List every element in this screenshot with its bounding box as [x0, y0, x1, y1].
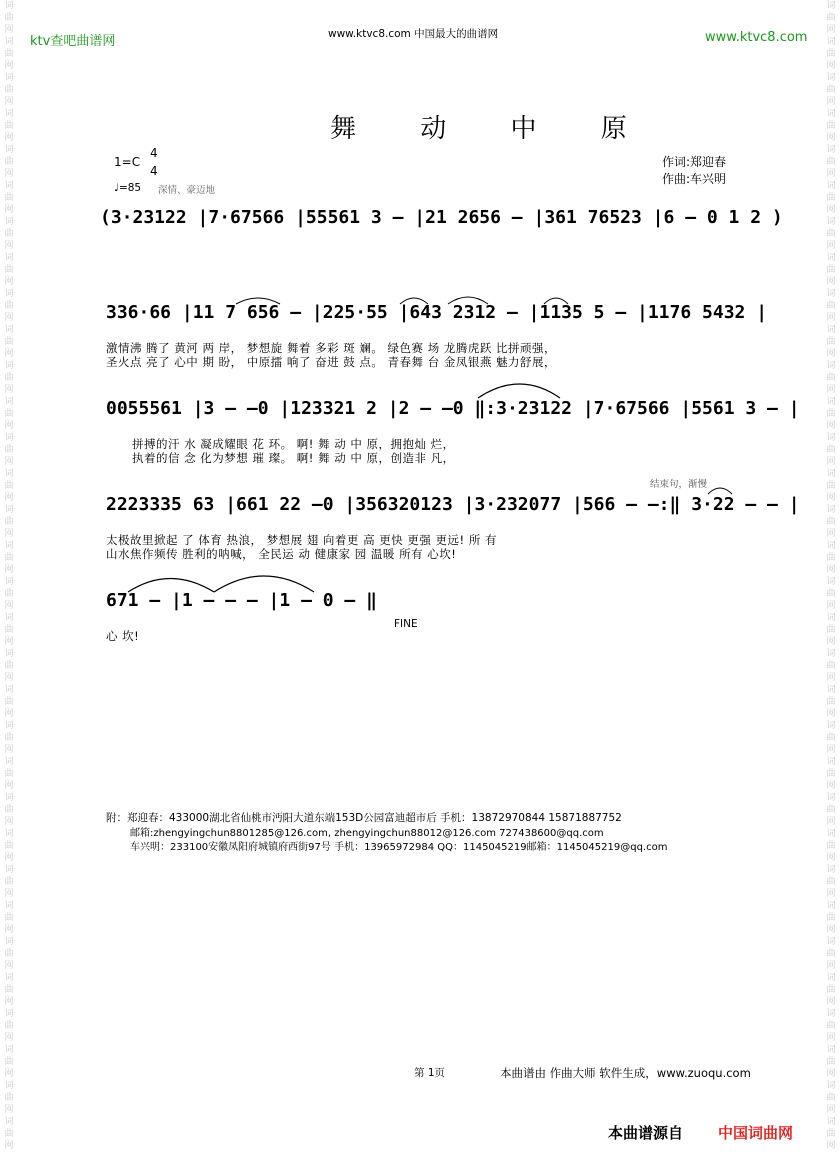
watermark-glyph: 网 — [826, 493, 836, 503]
watermark-glyph: 曲 — [4, 373, 14, 383]
watermark-glyph: 词 — [826, 469, 836, 479]
slur-arc — [708, 488, 732, 494]
watermark-glyph: 网 — [826, 205, 836, 215]
watermark-glyph: 曲 — [826, 373, 836, 383]
watermark-glyph: 网 — [4, 421, 14, 431]
watermark-glyph: 曲 — [4, 841, 14, 851]
watermark-glyph: 网 — [826, 349, 836, 359]
watermark-glyph: 词 — [826, 505, 836, 515]
lyrics-line-4b: 山水焦作频传 胜利的呐喊， 全民运 动 健康家 园 温暖 所有 心坎! — [106, 547, 457, 561]
watermark-glyph: 词 — [4, 829, 14, 839]
notation-line-1: (3·23122 |7·67566 |55561 3 – |21 2656 – |361 76523 |6 – 0 1 2 ) — [100, 207, 783, 228]
watermark-glyph: 网 — [826, 601, 836, 611]
header-left-site[interactable]: ktv查吧曲谱网 — [30, 34, 116, 49]
notation-line-3: 0055561 |3 – –0 |123321 2 |2 – –0 ‖:3·23122 |7·67566 |5561 3 – | — [106, 398, 800, 419]
watermark-glyph: 网 — [4, 277, 14, 287]
watermark-glyph: 词 — [4, 649, 14, 659]
watermark-glyph: 网 — [4, 889, 14, 899]
watermark-glyph: 网 — [826, 457, 836, 467]
watermark-glyph: 词 — [4, 505, 14, 515]
watermark-glyph: 词 — [4, 73, 14, 83]
watermark-glyph: 曲 — [4, 193, 14, 203]
watermark-glyph: 词 — [4, 793, 14, 803]
watermark-glyph: 曲 — [826, 985, 836, 995]
watermark-glyph: 曲 — [4, 229, 14, 239]
watermark-glyph: 曲 — [826, 157, 836, 167]
watermark-glyph: 网 — [4, 241, 14, 251]
watermark-glyph: 网 — [4, 1033, 14, 1043]
slur-arc — [400, 298, 428, 304]
generated-by-note: 本曲谱由 作曲大师 软件生成，www.zuoqu.com — [500, 1066, 751, 1080]
watermark-glyph: 曲 — [826, 805, 836, 815]
watermark-glyph: 词 — [4, 901, 14, 911]
watermark-glyph: 曲 — [4, 265, 14, 275]
watermark-glyph: 网 — [4, 925, 14, 935]
watermark-glyph: 词 — [826, 757, 836, 767]
watermark-glyph: 网 — [4, 565, 14, 575]
watermark-glyph: 网 — [826, 817, 836, 827]
watermark-glyph: 词 — [826, 1117, 836, 1127]
watermark-glyph: 网 — [4, 997, 14, 1007]
watermark-glyph: 曲 — [4, 157, 14, 167]
lyrics-line-5: 心 坎! — [106, 629, 140, 643]
watermark-glyph: 词 — [4, 1045, 14, 1055]
watermark-glyph: 词 — [4, 1, 14, 11]
watermark-glyph: 曲 — [826, 193, 836, 203]
watermark-glyph: 词 — [826, 793, 836, 803]
watermark-glyph: 网 — [826, 1105, 836, 1115]
watermark-glyph: 曲 — [826, 1057, 836, 1067]
watermark-glyph: 曲 — [4, 733, 14, 743]
watermark-glyph: 词 — [826, 937, 836, 947]
slur-arc — [128, 579, 214, 593]
watermark-glyph: 词 — [4, 1009, 14, 1019]
watermark-glyph: 网 — [826, 673, 836, 683]
watermark-glyph: 曲 — [4, 769, 14, 779]
watermark-glyph: 曲 — [4, 1093, 14, 1103]
page-number: 第 1页 — [414, 1067, 446, 1079]
watermark-glyph: 曲 — [826, 121, 836, 131]
watermark-glyph: 词 — [826, 649, 836, 659]
tempo-expression: 深情、豪迈地 — [158, 185, 216, 196]
watermark-glyph: 曲 — [826, 1021, 836, 1031]
watermark-glyph: 词 — [826, 865, 836, 875]
watermark-glyph: 曲 — [4, 1129, 14, 1139]
watermark-glyph: 曲 — [826, 337, 836, 347]
watermark-glyph: 曲 — [826, 841, 836, 851]
watermark-glyph: 曲 — [4, 661, 14, 671]
tempo-mark: ♩=85 — [114, 182, 142, 194]
watermark-glyph: 曲 — [4, 445, 14, 455]
watermark-glyph: 网 — [4, 133, 14, 143]
lyrics-line-4a: 太极故里掀起 了 体育 热浪， 梦想展 翅 向着更 高 更快 更强 更远! 所 有 — [106, 533, 497, 547]
watermark-glyph: 曲 — [826, 913, 836, 923]
watermark-glyph: 网 — [4, 529, 14, 539]
notation-line-2: 336·66 |11 7 656 – |225·55 |643 2312 – |1135 5 – |1176 5432 | — [106, 302, 768, 323]
watermark-glyph: 曲 — [826, 481, 836, 491]
watermark-glyph: 网 — [4, 1141, 14, 1151]
watermark-glyph: 网 — [826, 565, 836, 575]
watermark-glyph: 网 — [826, 241, 836, 251]
watermark-glyph: 网 — [4, 25, 14, 35]
watermark-glyph: 词 — [4, 253, 14, 263]
watermark-glyph: 曲 — [826, 517, 836, 527]
watermark-glyph: 曲 — [4, 949, 14, 959]
watermark-glyph: 词 — [826, 1081, 836, 1091]
watermark-glyph: 词 — [4, 145, 14, 155]
watermark-glyph: 词 — [4, 577, 14, 587]
watermark-glyph: 网 — [4, 745, 14, 755]
watermark-glyph: 曲 — [4, 301, 14, 311]
watermark-glyph: 曲 — [826, 265, 836, 275]
watermark-glyph: 网 — [826, 385, 836, 395]
watermark-glyph: 词 — [826, 541, 836, 551]
watermark-glyph: 曲 — [4, 877, 14, 887]
watermark-glyph: 曲 — [826, 661, 836, 671]
watermark-glyph: 网 — [4, 853, 14, 863]
watermark-glyph: 词 — [4, 325, 14, 335]
watermark-glyph: 曲 — [826, 409, 836, 419]
watermark-glyph: 曲 — [4, 337, 14, 347]
watermark-glyph: 网 — [4, 637, 14, 647]
watermark-glyph: 词 — [826, 181, 836, 191]
watermark-glyph: 词 — [826, 613, 836, 623]
watermark-glyph: 网 — [4, 709, 14, 719]
watermark-glyph: 网 — [4, 313, 14, 323]
header-right-site[interactable]: www.ktvc8.com — [705, 30, 808, 45]
watermark-glyph: 词 — [826, 829, 836, 839]
watermark-glyph: 曲 — [4, 589, 14, 599]
watermark-glyph: 网 — [826, 277, 836, 287]
watermark-glyph: 网 — [826, 709, 836, 719]
watermark-glyph: 词 — [4, 541, 14, 551]
watermark-glyph: 曲 — [826, 625, 836, 635]
watermark-glyph: 曲 — [4, 985, 14, 995]
watermark-glyph: 词 — [4, 109, 14, 119]
watermark-glyph: 词 — [4, 289, 14, 299]
watermark-glyph: 词 — [4, 757, 14, 767]
source-prefix: 本曲谱源自 — [608, 1124, 684, 1142]
watermark-glyph: 网 — [4, 493, 14, 503]
notation-line-4: 2223335 63 |661 22 –0 |356320123 |3·232077 |566 – –:‖ 3·22 – – | — [106, 494, 800, 515]
watermark-glyph: 网 — [826, 961, 836, 971]
watermark-glyph: 词 — [826, 577, 836, 587]
watermark-glyph: 网 — [826, 997, 836, 1007]
slur-arc — [236, 298, 280, 304]
watermark-glyph: 网 — [826, 133, 836, 143]
watermark-glyph: 词 — [826, 325, 836, 335]
watermark-glyph: 网 — [4, 781, 14, 791]
lyrics-line-2b: 圣火点 亮了 心中 期 盼， 中原擂 响了 奋进 鼓 点。 青春舞 台 金凤银燕 魅力舒展， — [106, 355, 557, 369]
watermark-glyph: 网 — [826, 529, 836, 539]
watermark-glyph: 词 — [826, 721, 836, 731]
watermark-glyph: 曲 — [4, 481, 14, 491]
watermark-glyph: 词 — [826, 433, 836, 443]
watermark-glyph: 曲 — [4, 49, 14, 59]
watermark-glyph: 网 — [826, 1069, 836, 1079]
time-signature-top: 4 — [150, 146, 158, 160]
watermark-glyph: 曲 — [826, 1129, 836, 1139]
watermark-glyph: 词 — [826, 397, 836, 407]
watermark-glyph: 网 — [4, 349, 14, 359]
watermark-glyph: 曲 — [4, 121, 14, 131]
watermark-glyph: 词 — [4, 937, 14, 947]
watermark-glyph: 网 — [4, 961, 14, 971]
watermark-glyph: 网 — [4, 1105, 14, 1115]
watermark-glyph: 曲 — [826, 49, 836, 59]
watermark-glyph: 词 — [4, 721, 14, 731]
composer-credit: 作曲:车兴明 — [662, 172, 727, 186]
watermark-glyph: 曲 — [4, 553, 14, 563]
watermark-glyph: 网 — [826, 781, 836, 791]
watermark-glyph: 曲 — [826, 229, 836, 239]
slur-arc — [214, 576, 314, 592]
watermark-glyph: 网 — [4, 205, 14, 215]
watermark-glyph: 词 — [4, 973, 14, 983]
watermark-glyph: 网 — [4, 97, 14, 107]
watermark-glyph: 词 — [4, 1081, 14, 1091]
score-title: 舞 动 中 原 — [330, 114, 655, 144]
watermark-glyph: 曲 — [826, 733, 836, 743]
watermark-glyph: 词 — [826, 37, 836, 47]
fine-mark: FINE — [394, 618, 418, 630]
watermark-glyph: 网 — [4, 601, 14, 611]
watermark-glyph: 词 — [826, 1045, 836, 1055]
lyrics-line-2a: 激情沸 腾了 黄河 两 岸， 梦想旋 舞着 多彩 斑 斓。 绿色赛 场 龙腾虎跃 比拼顽强， — [106, 341, 557, 355]
watermark-glyph: 网 — [826, 745, 836, 755]
watermark-glyph: 曲 — [826, 13, 836, 23]
lyricist-credit: 作词:郑迎春 — [662, 155, 727, 169]
watermark-glyph: 网 — [4, 673, 14, 683]
lyrics-line-3a: 拼搏的汗 水 凝成耀眼 花 环。 啊! 舞 动 中 原，拥抱灿 烂， — [132, 437, 455, 451]
watermark-glyph: 词 — [4, 865, 14, 875]
key-signature: 1=C — [114, 155, 141, 169]
watermark-glyph: 曲 — [826, 1093, 836, 1103]
watermark-glyph: 网 — [4, 61, 14, 71]
watermark-glyph: 网 — [826, 61, 836, 71]
watermark-glyph: 网 — [826, 1141, 836, 1151]
lyrics-line-3b: 执着的信 念 化为梦想 璀 璨。 啊! 舞 动 中 原，创造非 凡， — [132, 451, 455, 465]
watermark-glyph: 词 — [826, 217, 836, 227]
watermark-glyph: 网 — [4, 817, 14, 827]
watermark-glyph: 曲 — [826, 949, 836, 959]
notation-line-5: 671 – |1 – – – |1 – 0 – ‖ — [106, 590, 377, 611]
watermark-glyph: 曲 — [4, 517, 14, 527]
watermark-glyph: 网 — [826, 97, 836, 107]
watermark-glyph: 曲 — [4, 697, 14, 707]
watermark-glyph: 曲 — [826, 445, 836, 455]
watermark-glyph: 词 — [826, 685, 836, 695]
watermark-glyph: 曲 — [826, 589, 836, 599]
watermark-glyph: 曲 — [4, 1057, 14, 1067]
watermark-glyph: 曲 — [4, 409, 14, 419]
watermark-glyph: 网 — [826, 925, 836, 935]
watermark-glyph: 词 — [826, 253, 836, 263]
watermark-glyph: 网 — [826, 421, 836, 431]
watermark-glyph: 网 — [826, 313, 836, 323]
slur-arc — [478, 384, 560, 398]
watermark-glyph: 曲 — [826, 877, 836, 887]
slur-arc — [544, 298, 568, 304]
watermark-glyph: 网 — [826, 889, 836, 899]
source-site-link[interactable]: 中国词曲网 — [718, 1124, 794, 1142]
watermark-glyph: 曲 — [4, 1021, 14, 1031]
watermark-glyph: 词 — [826, 973, 836, 983]
watermark-glyph: 曲 — [826, 697, 836, 707]
watermark-glyph: 网 — [826, 169, 836, 179]
watermark-glyph: 曲 — [4, 805, 14, 815]
watermark-glyph: 网 — [826, 853, 836, 863]
ending-annotation: 结束句，渐慢 — [650, 479, 708, 490]
watermark-glyph: 词 — [4, 361, 14, 371]
watermark-glyph: 词 — [826, 73, 836, 83]
watermark-glyph: 词 — [4, 37, 14, 47]
watermark-glyph: 网 — [826, 637, 836, 647]
watermark-glyph: 词 — [4, 1117, 14, 1127]
appendix-line-3: 车兴明：233100安徽凤阳府城镇府西街97号 手机：13965972984 QQ：1145045219邮箱：1145045219@qq.com — [130, 842, 668, 853]
watermark-glyph: 网 — [4, 457, 14, 467]
watermark-glyph: 曲 — [826, 553, 836, 563]
slur-arc — [448, 297, 488, 304]
watermark-glyph: 曲 — [826, 85, 836, 95]
watermark-glyph: 网 — [4, 169, 14, 179]
watermark-glyph: 词 — [4, 469, 14, 479]
header-center-text: www.ktvc8.com 中国最大的曲谱网 — [328, 28, 499, 40]
watermark-glyph: 词 — [826, 1009, 836, 1019]
watermark-glyph: 曲 — [4, 625, 14, 635]
watermark-glyph: 词 — [826, 145, 836, 155]
time-signature-bottom: 4 — [150, 164, 158, 178]
watermark-glyph: 词 — [826, 361, 836, 371]
watermark-glyph: 曲 — [4, 13, 14, 23]
watermark-glyph: 网 — [4, 385, 14, 395]
watermark-glyph: 网 — [826, 1033, 836, 1043]
watermark-glyph: 词 — [826, 1, 836, 11]
watermark-glyph: 曲 — [4, 85, 14, 95]
appendix-line-2: 邮箱:zhengyingchun8801285@126.com, zhengyingchun88012@126.com 727438600@qq.com — [130, 828, 604, 839]
watermark-glyph: 网 — [826, 25, 836, 35]
watermark-glyph: 词 — [4, 217, 14, 227]
watermark-glyph: 词 — [4, 433, 14, 443]
watermark-glyph: 网 — [4, 1069, 14, 1079]
watermark-glyph: 曲 — [826, 301, 836, 311]
watermark-glyph: 曲 — [4, 913, 14, 923]
watermark-glyph: 词 — [826, 901, 836, 911]
watermark-glyph: 词 — [4, 613, 14, 623]
appendix-line-1: 附：郑迎春：433000湖北省仙桃市沔阳大道东端153D公园富迪超市后 手机：13872970844 15871887752 — [106, 812, 622, 824]
watermark-glyph: 词 — [4, 685, 14, 695]
watermark-glyph: 词 — [4, 397, 14, 407]
watermark-glyph: 词 — [4, 181, 14, 191]
watermark-glyph: 词 — [826, 289, 836, 299]
watermark-glyph: 曲 — [826, 769, 836, 779]
watermark-glyph: 词 — [826, 109, 836, 119]
